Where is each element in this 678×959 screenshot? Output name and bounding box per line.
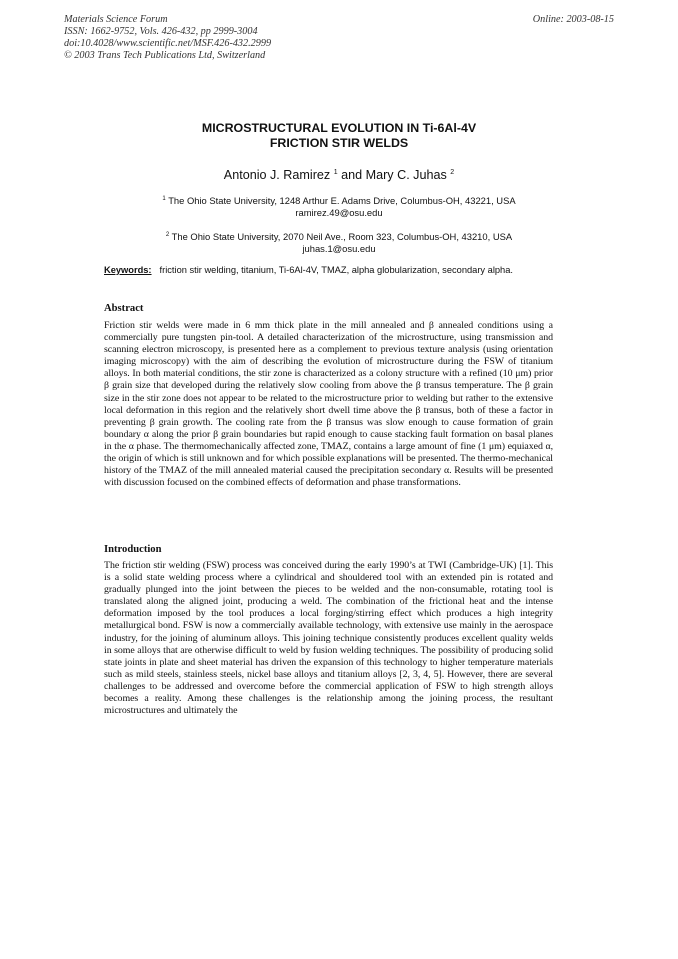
affiliation-1-mark: 1: [162, 196, 166, 202]
doi-line[interactable]: doi:10.4028/www.scientific.net/MSF.426-432.2999: [64, 38, 272, 49]
author-conjunction: and: [337, 168, 366, 183]
abstract-text: Friction stir welds were made in 6 mm thick plate in the mill annealed and β annealed conditions using a commercially pure tungsten pin-tool. A detailed characterization of the microstructure, using transmission and scanning electron microscopy, is presented here as a complement to previous texture analysis (using orientation imaging microscopy) with the aim of describing the evolution of microstructure during the FSW of titanium alloys. In both material conditions, the stir zone is characterized as a colony structure with a refined (10 μm) prior β grain size that developed during the relatively slow cooling from above the β transus temperature. The β grain size in the stir zone does not appear to be related to the microstructure prior to welding but rather to the extensive local deformation in this region and the relatively short dwell time above the β transus, both of these a factor in preventing β grain growth. The cooling rate from the β transus was slow enough to cause formation of grain boundary α along the prior β grain boundaries but rapid enough to cause stacking fault formation on basal planes in the α phase. The thermomechanically affected zone, TMAZ, contains a large amount of fine (1 μm) equiaxed α, the origin of which is still unknown and for which possible explanations will be presented. The thermo-mechanical history of the TMAZ of the mill annealed material caused the precipitation secondary α. Results will be presented with discussion focused on the combined effects of deformation and phase transformations.: [104, 320, 553, 489]
affiliation-2-mark: 2: [165, 232, 170, 238]
affiliation-1: [0, 193, 678, 219]
author-1: Antonio J. Ramirez: [223, 168, 331, 183]
author-2: Mary C. Juhas: [365, 168, 447, 183]
affiliation-1-email[interactable]: ramirez.49@osu.edu: [295, 207, 383, 219]
title-line-2: FRICTION STIR WELDS: [269, 136, 409, 150]
journal-header: [64, 14, 394, 62]
title-line-1: MICROSTRUCTURAL EVOLUTION IN Ti-6Al-4V: [201, 121, 477, 135]
keywords-block: [104, 264, 558, 276]
affiliation-2: [0, 229, 678, 255]
author-1-mark: 1: [333, 169, 338, 176]
copyright-line: © 2003 Trans Tech Publications Ltd, Switzerland: [64, 50, 266, 61]
introduction-heading: Introduction: [104, 544, 162, 555]
author-2-mark: 2: [450, 169, 455, 176]
author-line: [0, 165, 678, 183]
issn-line: ISSN: 1662-9752, Vols. 426-432, pp 2999-3004: [64, 26, 258, 37]
paper-title: [0, 121, 678, 151]
abstract-heading: Abstract: [104, 303, 144, 314]
affiliation-1-address: The Ohio State University, 1248 Arthur E. Adams Drive, Columbus-OH, 43221, USA: [168, 195, 516, 207]
affiliation-2-address: The Ohio State University, 2070 Neil Ave., Room 323, Columbus-OH, 43210, USA: [171, 231, 513, 243]
journal-name: Materials Science Forum: [64, 14, 168, 25]
online-date: Online: 2003-08-15: [532, 14, 614, 25]
keywords-text: friction stir welding, titanium, Ti-6Al-4V, TMAZ, alpha globularization, secondary alpha.: [159, 265, 513, 275]
introduction-text: The friction stir welding (FSW) process was conceived during the early 1990’s at TWI (Cambridge-UK) [1]. This is a solid state welding process where a cylindrical and shouldered tool with an extended pin is rotated and gradually plunged into the joint between the pieces to be welded and the non-consumable, rotating tool is translated along the aligned joint, producing a weld. The combination of the frictional heat and the intense deformation imposed by the tool produces a local forging/stirring effect which produces a high integrity metallurgical bond. FSW is now a commercially available technology, with extensive use mainly in the aerospace industry, for the joining of aluminum alloys. This joining technique consistently produces excellent quality welds in some alloys that are otherwise difficult to weld by fusion welding techniques. The possibility of producing solid state joints in plate and sheet material has driven the expansion of this technology to higher temperature materials such as mild steels, stainless steels, nickel base alloys and titanium alloys [2, 3, 4, 5]. However, there are several challenges to be addressed and overcome before the commercial application of FSW to high strength alloys becomes a reality. Among these challenges is the relationship among the joining process, the resultant microstructures and ultimately the: [104, 560, 553, 717]
affiliation-2-email[interactable]: juhas.1@osu.edu: [302, 243, 376, 255]
keywords-label: Keywords:: [104, 265, 152, 275]
